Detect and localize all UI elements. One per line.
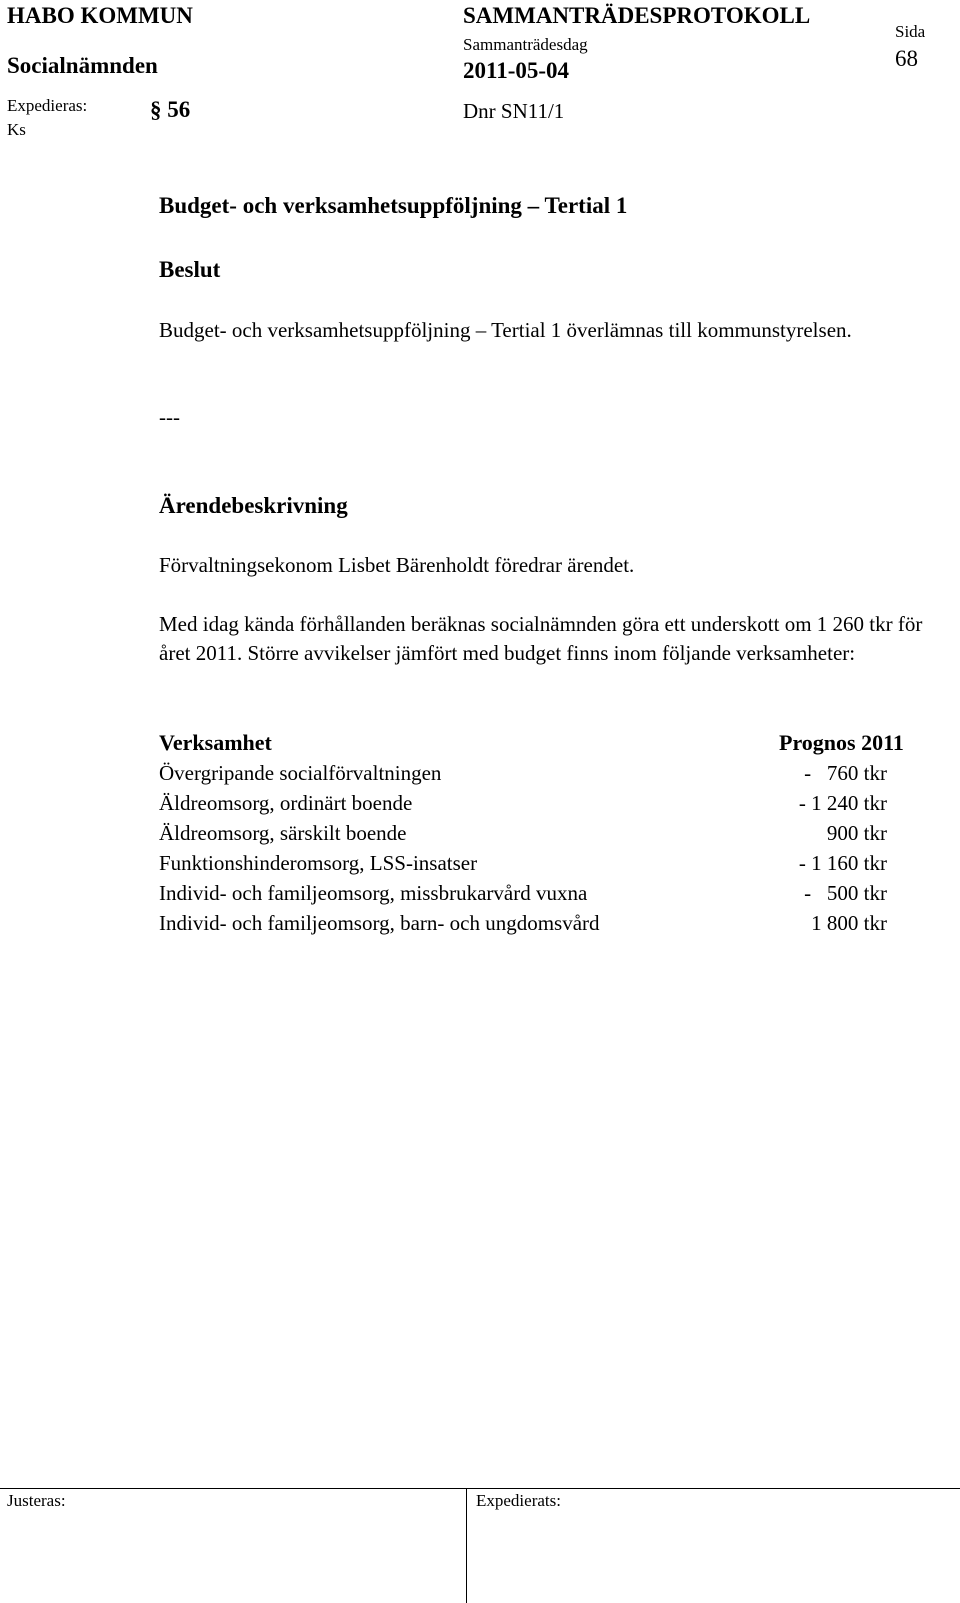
organization-name: HABO KOMMUN xyxy=(7,3,193,28)
table-row xyxy=(159,878,929,908)
description-paragraph-1: Förvaltningsekonom Lisbet Bärenholdt föredrar ärendet. xyxy=(159,553,635,577)
table-row xyxy=(159,758,929,788)
activity-cell: Övergripande socialförvaltningen xyxy=(159,761,442,785)
page-label: Sida xyxy=(895,22,926,41)
decision-heading: Beslut xyxy=(159,257,221,282)
activity-cell: Individ- och familjeomsorg, barn- och ungdomsvård xyxy=(159,911,600,935)
page-number: 68 xyxy=(895,46,918,71)
forecast-cell: 1 800 tkr xyxy=(811,911,887,935)
footer-divider-line xyxy=(0,1488,960,1489)
activity-cell: Funktionshinderomsorg, LSS-insatser xyxy=(159,851,478,875)
meeting-date-label: Sammanträdesdag xyxy=(463,35,588,54)
column-header-prognos: Prognos 2011 xyxy=(779,730,904,755)
forecast-cell: - 1 160 tkr xyxy=(798,851,887,875)
forecast-table xyxy=(159,728,929,938)
description-paragraph-2: Med idag kända förhållanden beräknas socialnämnden göra ett underskott om 1 260 tkr för året 2011. Större avvikelser jämfört med budget finns inom följande verksamheter: xyxy=(159,612,923,665)
meeting-date: 2011-05-04 xyxy=(463,58,570,83)
table-row xyxy=(159,788,929,818)
table-row xyxy=(159,848,929,878)
activity-cell: Äldreomsorg, ordinärt boende xyxy=(159,791,413,815)
section-separator: --- xyxy=(159,405,180,429)
forecast-cell: - 500 tkr xyxy=(804,881,887,905)
forecast-cell: - 1 240 tkr xyxy=(798,791,887,815)
activity-cell: Individ- och familjeomsorg, missbrukarvård vuxna xyxy=(159,881,588,905)
diary-number: Dnr SN11/1 xyxy=(463,99,565,123)
forecast-cell: - 760 tkr xyxy=(804,761,887,785)
committee-name: Socialnämnden xyxy=(7,53,158,78)
document-title: Budget- och verksamhetsuppföljning – Tertial 1 xyxy=(159,193,628,218)
decision-text: Budget- och verksamhetsuppföljning – Tertial 1 överlämnas till kommunstyrelsen. xyxy=(159,318,852,342)
document-type: SAMMANTRÄDESPROTOKOLL xyxy=(463,3,811,28)
footer-column-divider xyxy=(466,1488,467,1603)
forecast-cell: 900 tkr xyxy=(826,821,887,845)
activity-cell: Äldreomsorg, särskilt boende xyxy=(159,821,407,845)
expedieras-label: Expedieras: xyxy=(7,96,88,115)
justeras-label: Justeras: xyxy=(7,1491,66,1510)
table-header-row xyxy=(159,728,929,758)
expedieras-value: Ks xyxy=(7,120,26,139)
description-heading: Ärendebeskrivning xyxy=(159,493,348,518)
column-header-verksamhet: Verksamhet xyxy=(159,730,272,755)
table-row xyxy=(159,818,929,848)
table-row xyxy=(159,908,929,938)
paragraph-number: § 56 xyxy=(150,97,191,122)
expedierats-label: Expedierats: xyxy=(476,1491,561,1510)
